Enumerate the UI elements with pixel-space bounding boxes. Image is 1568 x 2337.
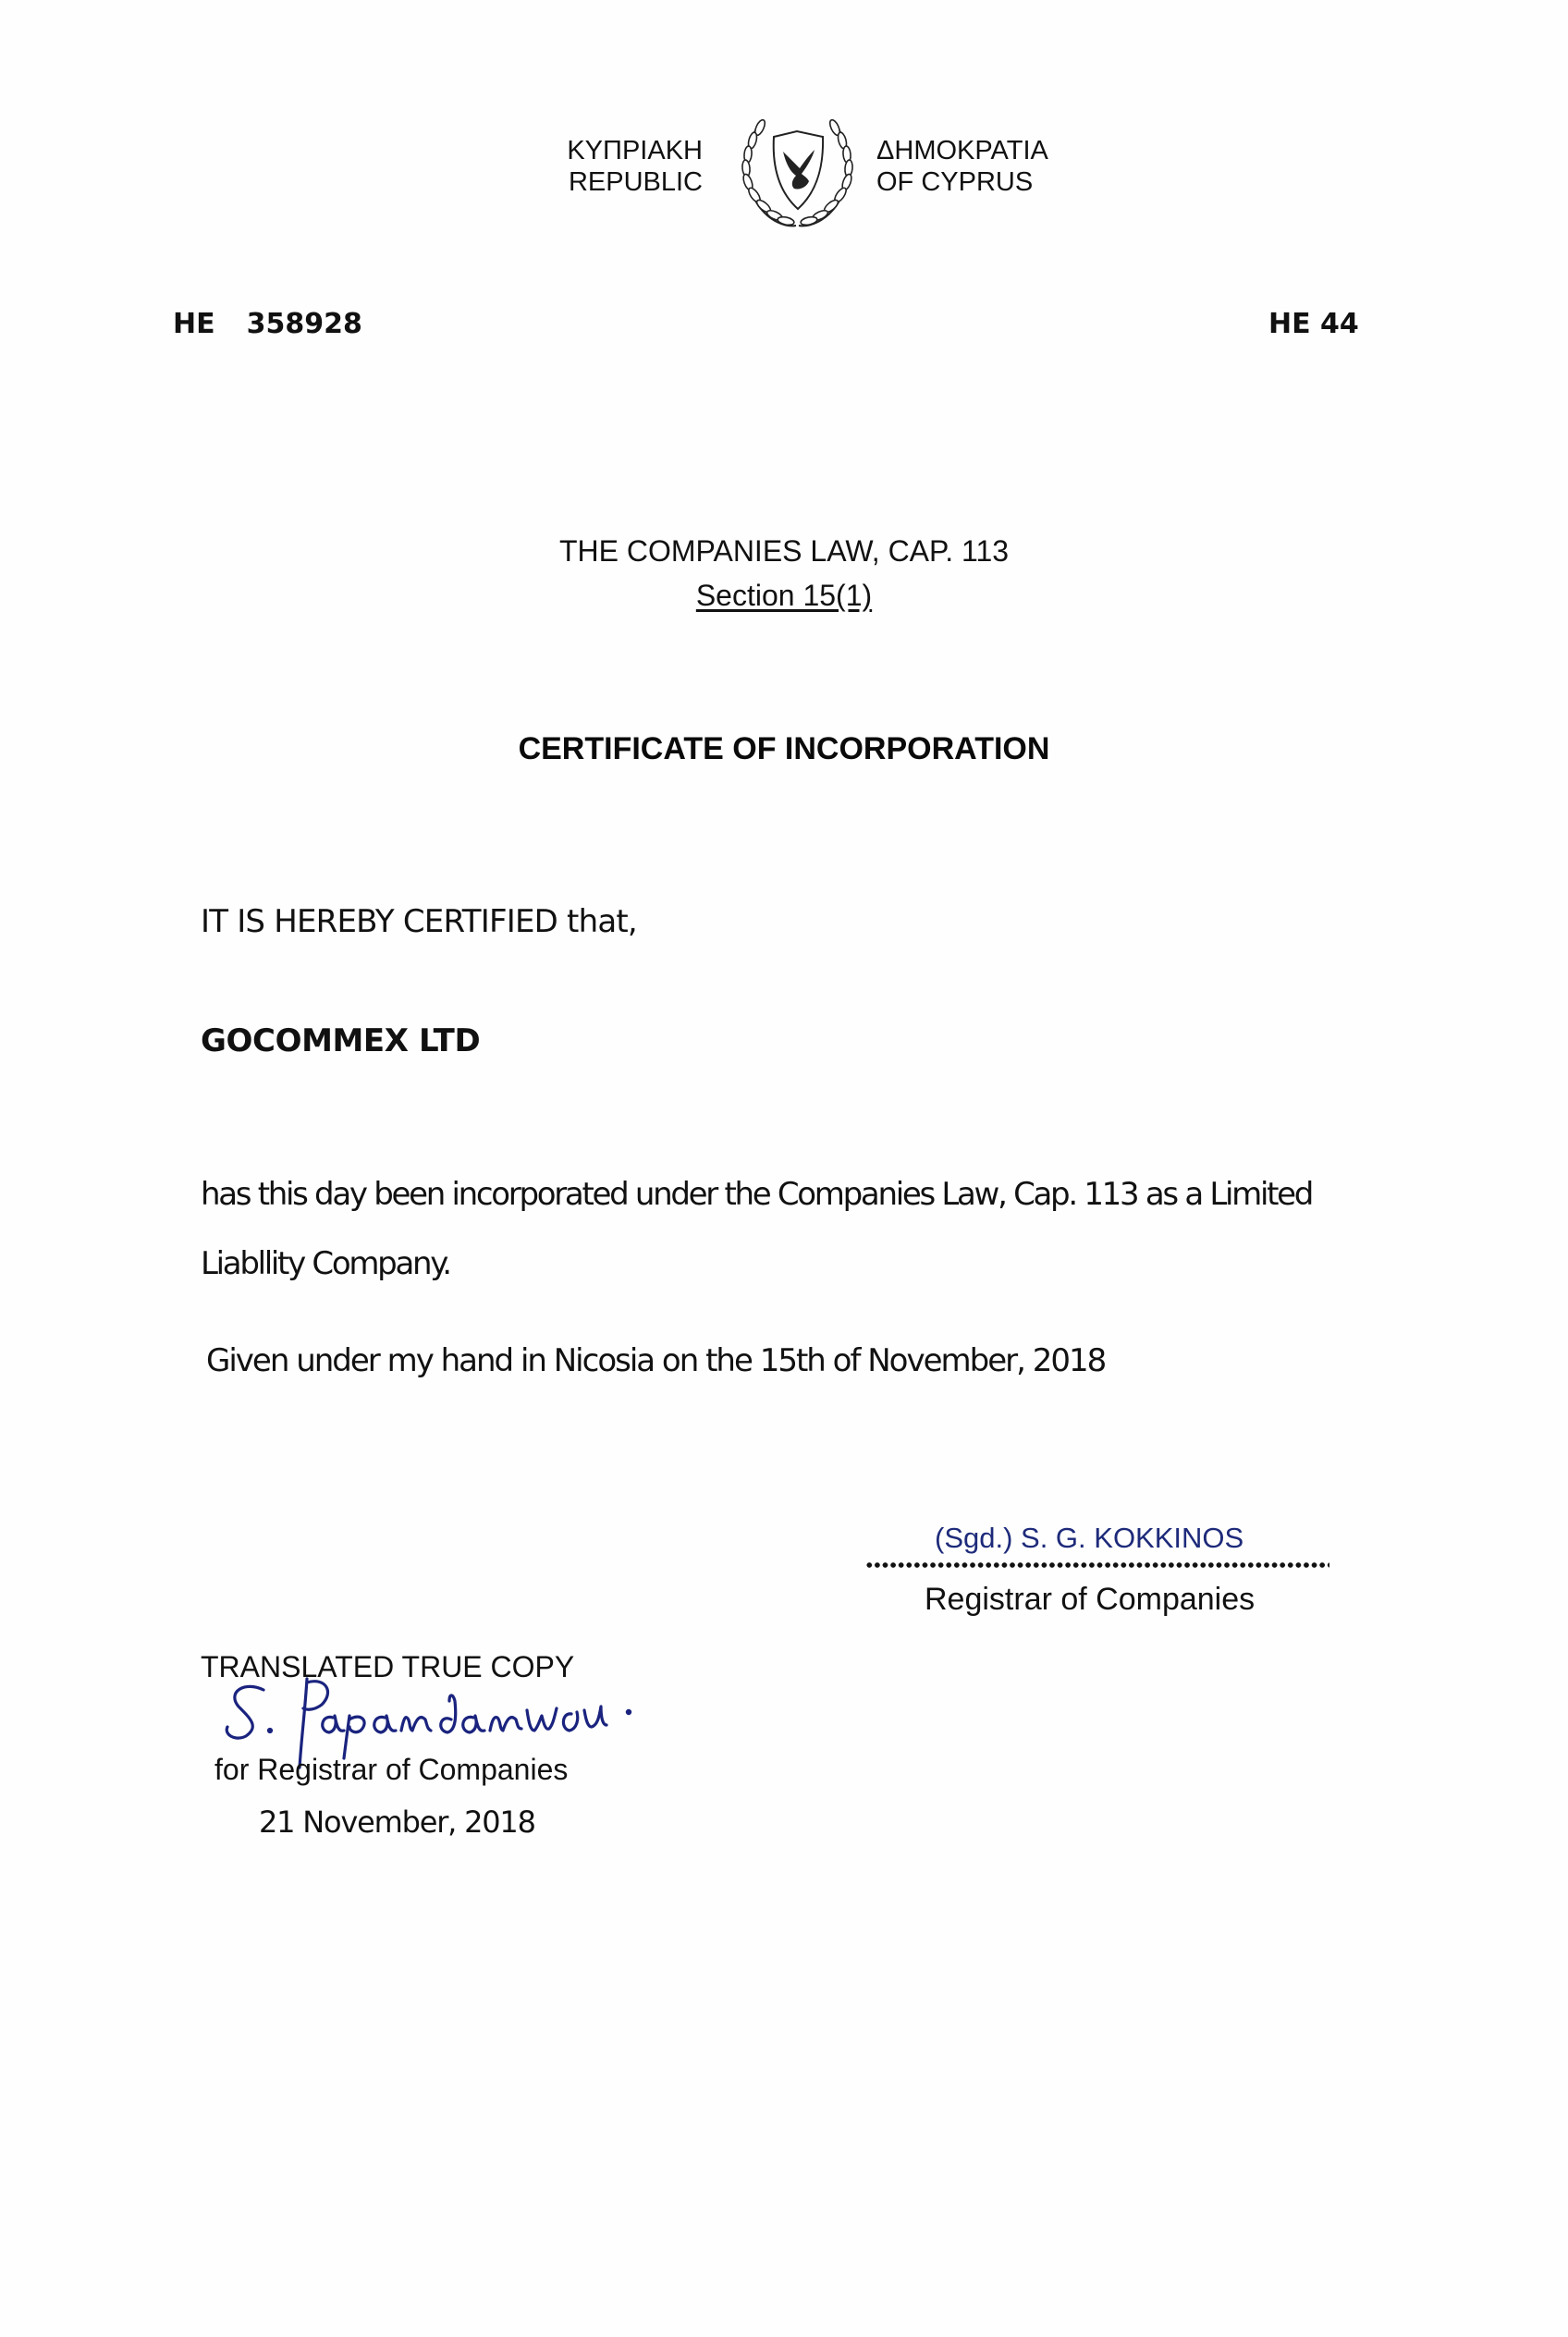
law-title: THE COMPANIES LAW, CAP. 113 xyxy=(558,534,1010,568)
cyprus-coat-of-arms-icon xyxy=(735,113,860,231)
for-registrar-label: for Registrar of Companies xyxy=(214,1753,569,1786)
registration-number-value: 358928 xyxy=(246,308,362,340)
given-under-hand-text: Given under my hand in Nicosia on the 15th of November, 2018 xyxy=(206,1342,1106,1379)
registrar-signed-name: (Sgd.) S. G. KOKKINOS xyxy=(935,1522,1244,1554)
hereby-certified-text: IT IS HEREBY CERTIFIED that, xyxy=(201,903,637,940)
header-republic: REPUBLIC xyxy=(568,167,703,197)
incorporation-statement-line2: Liabllity Company. xyxy=(201,1245,450,1282)
company-name: GOCOMMEX LTD xyxy=(201,1022,481,1059)
header-dimokratia: ΔΗΜΟΚΡΑΤΙΑ xyxy=(876,136,1048,165)
registrar-title: Registrar of Companies xyxy=(925,1582,1256,1617)
law-section: Section 15(1) xyxy=(695,579,873,612)
registration-prefix: HE xyxy=(173,308,215,340)
certificate-title: CERTIFICATE OF INCORPORATION xyxy=(518,731,1050,766)
form-code: HE 44 xyxy=(1268,308,1359,340)
incorporation-statement-line1: has this day been incorporated under the Companies Law, Cap. 113 as a Limited xyxy=(201,1176,1313,1213)
header-kypriaki: ΚΥΠΡΙΑΚΗ xyxy=(567,136,703,165)
header-greek-english-right xyxy=(876,135,1048,198)
signature-dotted-line xyxy=(865,1561,1329,1569)
header-of-cyprus: OF CYPRUS xyxy=(876,167,1034,197)
header-greek-english-left xyxy=(518,135,703,198)
registration-number xyxy=(173,308,362,340)
translation-date: 21 November, 2018 xyxy=(259,1805,535,1840)
translated-true-copy-label: TRANSLATED TRUE COPY xyxy=(201,1650,575,1683)
